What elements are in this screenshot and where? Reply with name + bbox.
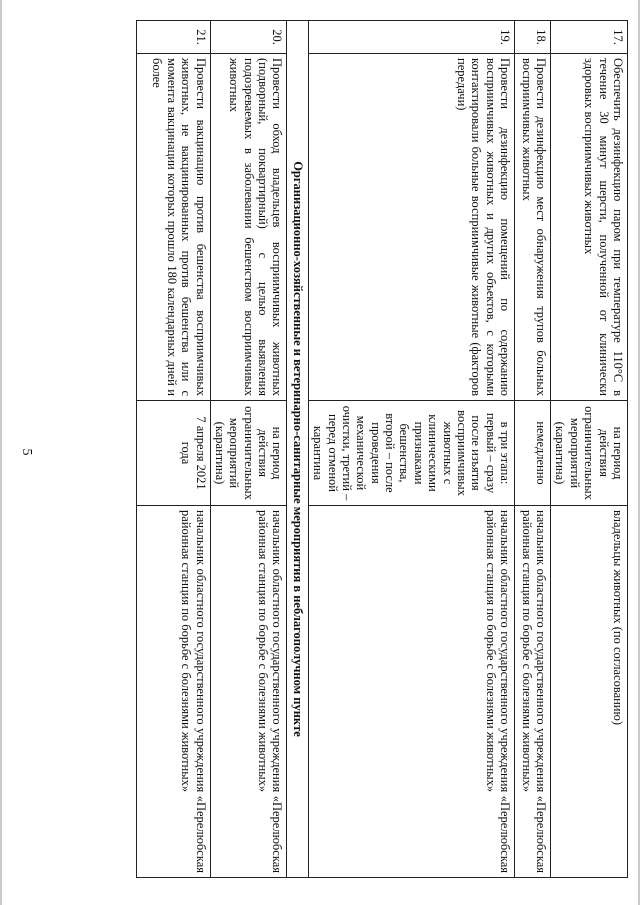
left-scan-edge [0, 0, 2, 905]
responsible-cell: начальник областного государственного учреждения «Перелюбская районная станция по борьбе с болезнями животных» [308, 506, 514, 878]
responsible-cell: начальник областного государственного учреждения «Перелюбская районная станция по борьбе с болезнями животных» [515, 506, 551, 878]
row-number: 19. [308, 21, 514, 54]
action-cell: Провести обход владельцев восприимчивых животных (подворный, поквартирный) с целью выявления подозреваемых в заболевании бешенством восприимчивых животных [210, 54, 287, 401]
action-cell: Провести вакцинацию против бешенства восприимчивых животных, не вакцинированных против бешенства или с момента вакцинации которых прошло 180 календарных дней и более [136, 54, 210, 401]
table-row [551, 21, 628, 878]
row-number: 20. [210, 21, 287, 54]
measures-table [136, 20, 628, 878]
action-cell: Провести дезинфекцию мест обнаружения трупов больных восприимчивых животных [515, 54, 551, 401]
table-row [136, 21, 210, 878]
term-cell: 7 апреля 2021 года [136, 401, 210, 506]
row-number: 17. [551, 21, 628, 54]
responsible-cell: начальник областного государственного учреждения «Перелюбская районная станция по борьбе с болезнями животных» [210, 506, 287, 878]
term-cell: на период действия ограничительных мероприятий (карантина) [551, 401, 628, 506]
section-header-row [287, 21, 308, 878]
action-cell: Провести дезинфекцию помещений по содержанию восприимчивых животных и других объектов, с которыми контактировали больные восприимчивые животные (факторов передачи) [308, 54, 514, 401]
table-row [210, 21, 287, 878]
responsible-cell: начальник областного государственного учреждения «Перелюбская районная станция по борьбе с болезнями животных» [136, 506, 210, 878]
rotated-table-container [88, 20, 628, 878]
term-cell: в три этапа: первый – сразу после изъятия восприимчивых животных с клиническими признаками бешенства, второй – после проведения механической очистки, третий – перед отменой карантина [308, 401, 514, 506]
section-title: Организационно-хозяйственные и ветеринарно-санитарные мероприятия в неблагополучном пункте [287, 21, 308, 878]
action-cell: Обеспечить дезинфекцию паром при температуре 110°С в течение 30 минут шерсти, полученной от клинически здоровых восприимчивых животных [551, 54, 628, 401]
row-number: 21. [136, 21, 210, 54]
table-row [308, 21, 514, 878]
responsible-cell: владельцы животных (по согласованию) [551, 506, 628, 878]
page-number: 5 [19, 448, 34, 456]
term-cell: на период действия ограничительных мероприятий (карантина) [210, 401, 287, 506]
term-cell: немедленно [515, 401, 551, 506]
row-number: 18. [515, 21, 551, 54]
table-row [515, 21, 551, 878]
